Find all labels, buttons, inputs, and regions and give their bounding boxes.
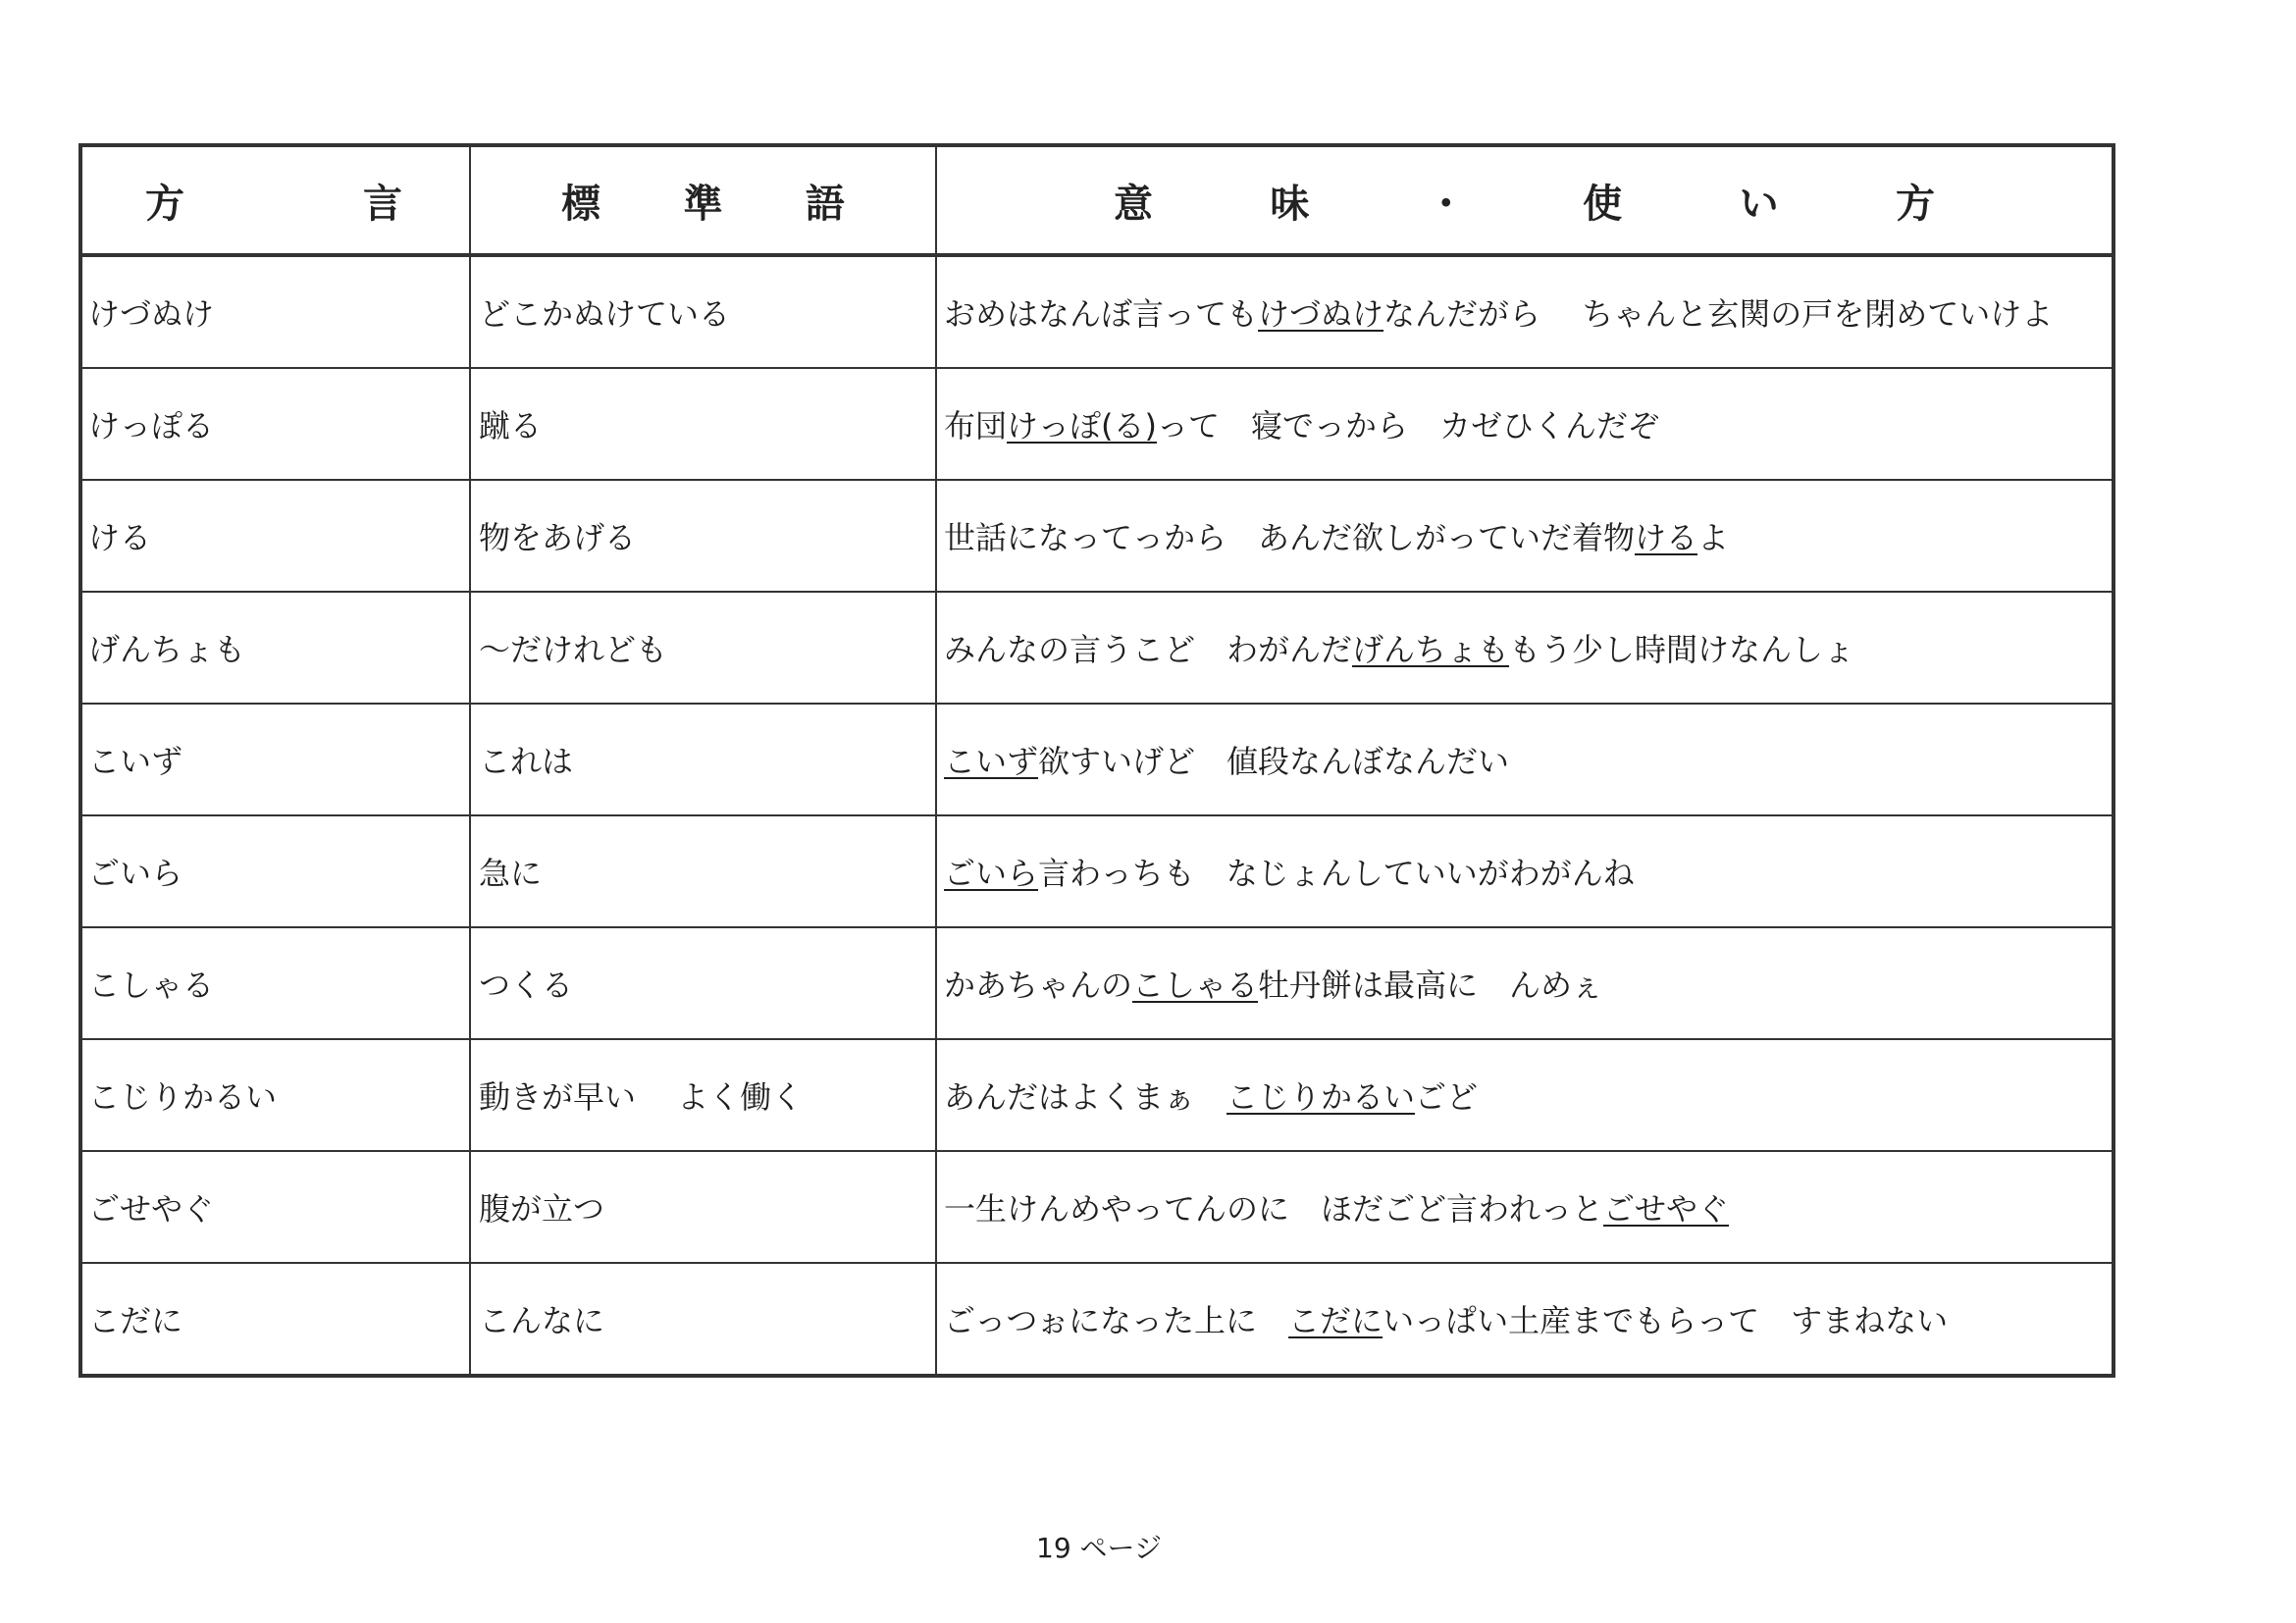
standard-word: 蹴る bbox=[470, 368, 936, 480]
dialect-word: こじりかるい bbox=[80, 1039, 470, 1151]
usage-text: かあちゃんの bbox=[944, 967, 1133, 1004]
usage-highlight: こだに bbox=[1288, 1302, 1383, 1339]
usage-text: 世話になってっから あんだ欲しがっていだ着物 bbox=[944, 519, 1636, 556]
dialect-word: こしゃる bbox=[80, 927, 470, 1039]
table-header bbox=[80, 145, 2113, 255]
standard-word: どこかぬけている bbox=[470, 255, 936, 368]
table-row bbox=[80, 480, 2113, 592]
page-number: 19 ページ bbox=[1036, 1532, 1162, 1564]
usage-text: なんだがら ちゃんと玄関の戸を閉めていけよ bbox=[1383, 295, 2054, 333]
usage-highlight: ける bbox=[1635, 519, 1698, 556]
header-standard-language bbox=[470, 145, 936, 255]
header-usage-char: 使 bbox=[1583, 181, 1623, 227]
usage-highlight: けづぬけ bbox=[1258, 295, 1384, 333]
table-row bbox=[80, 1263, 2113, 1376]
header-standard-char: 語 bbox=[805, 181, 845, 227]
standard-word: つくる bbox=[470, 927, 936, 1039]
usage-text: 一生けんめやってんのに ほだごど言われっと bbox=[944, 1190, 1604, 1228]
header-usage-char: 味 bbox=[1270, 181, 1310, 227]
usage-example bbox=[936, 815, 2113, 927]
table-row bbox=[80, 592, 2113, 704]
usage-example bbox=[936, 1263, 2113, 1376]
table-row bbox=[80, 927, 2113, 1039]
header-standard-char: 準 bbox=[683, 181, 723, 227]
header-dialect-char: 言 bbox=[363, 181, 402, 227]
dialect-table bbox=[78, 143, 2115, 1378]
standard-word: 腹が立つ bbox=[470, 1151, 936, 1263]
usage-text: って 寝でっから カゼひくんだぞ bbox=[1157, 407, 1660, 445]
header-dialect bbox=[80, 145, 470, 255]
usage-text: 言わっちも なじょんしていいがわがんね bbox=[1038, 855, 1635, 892]
usage-highlight: こしゃる bbox=[1132, 967, 1259, 1004]
table-row bbox=[80, 815, 2113, 927]
usage-highlight: ごせやぐ bbox=[1603, 1190, 1730, 1228]
dialect-word: こいず bbox=[80, 704, 470, 815]
table-row bbox=[80, 1039, 2113, 1151]
dialect-word: ごいら bbox=[80, 815, 470, 927]
usage-text: 欲すいげど 値段なんぼなんだい bbox=[1038, 743, 1510, 780]
dialect-word: ける bbox=[80, 480, 470, 592]
standard-word: 物をあげる bbox=[470, 480, 936, 592]
standard-word: 動きが早い よく働く bbox=[470, 1039, 936, 1151]
usage-example bbox=[936, 480, 2113, 592]
usage-text: いっぱい土産までもらって すまねない bbox=[1383, 1302, 1949, 1339]
usage-example bbox=[936, 927, 2113, 1039]
usage-text: みんなの言うこど わがんだ bbox=[944, 631, 1353, 668]
table-row bbox=[80, 255, 2113, 368]
usage-text: もう少し時間けなんしょ bbox=[1509, 631, 1855, 668]
usage-text: 牡丹餅は最高に んめぇ bbox=[1258, 967, 1603, 1004]
header-dialect-char: 方 bbox=[145, 181, 184, 227]
dialect-word: げんちょも bbox=[80, 592, 470, 704]
header-usage-char: 方 bbox=[1895, 181, 1935, 227]
standard-word: これは bbox=[470, 704, 936, 815]
header-row bbox=[80, 145, 2113, 255]
usage-highlight: こじりかるい bbox=[1226, 1078, 1416, 1116]
dialect-word: ごせやぐ bbox=[80, 1151, 470, 1263]
table-row bbox=[80, 704, 2113, 815]
usage-text: ごっつぉになった上に bbox=[944, 1302, 1289, 1339]
header-usage-char: い bbox=[1739, 181, 1779, 227]
usage-highlight: けっぽ(る) bbox=[1007, 407, 1157, 445]
usage-text: よ bbox=[1697, 519, 1730, 556]
usage-example bbox=[936, 255, 2113, 368]
usage-text: ごど bbox=[1415, 1078, 1479, 1116]
dialect-word: こだに bbox=[80, 1263, 470, 1376]
usage-highlight: げんちょも bbox=[1352, 631, 1510, 668]
usage-example bbox=[936, 368, 2113, 480]
usage-example bbox=[936, 1151, 2113, 1263]
dialect-word: けっぽる bbox=[80, 368, 470, 480]
table-row bbox=[80, 1151, 2113, 1263]
usage-example bbox=[936, 704, 2113, 815]
header-meaning-usage bbox=[936, 145, 2113, 255]
header-usage-char: 意 bbox=[1114, 181, 1153, 227]
usage-text: おめはなんぼ言っても bbox=[944, 295, 1259, 333]
header-standard-char: 標 bbox=[561, 181, 601, 227]
usage-example bbox=[936, 592, 2113, 704]
standard-word: ～だけれども bbox=[470, 592, 936, 704]
standard-word: こんなに bbox=[470, 1263, 936, 1376]
usage-example bbox=[936, 1039, 2113, 1151]
usage-highlight: ごいら bbox=[944, 855, 1039, 892]
usage-highlight: こいず bbox=[944, 743, 1039, 780]
usage-text: あんだはよくまぁ bbox=[944, 1078, 1227, 1116]
dialect-word: けづぬけ bbox=[80, 255, 470, 368]
header-usage-char: ・ bbox=[1426, 181, 1466, 227]
standard-word: 急に bbox=[470, 815, 936, 927]
table-row bbox=[80, 368, 2113, 480]
usage-text: 布団 bbox=[944, 407, 1008, 445]
table-body bbox=[80, 255, 2113, 1376]
